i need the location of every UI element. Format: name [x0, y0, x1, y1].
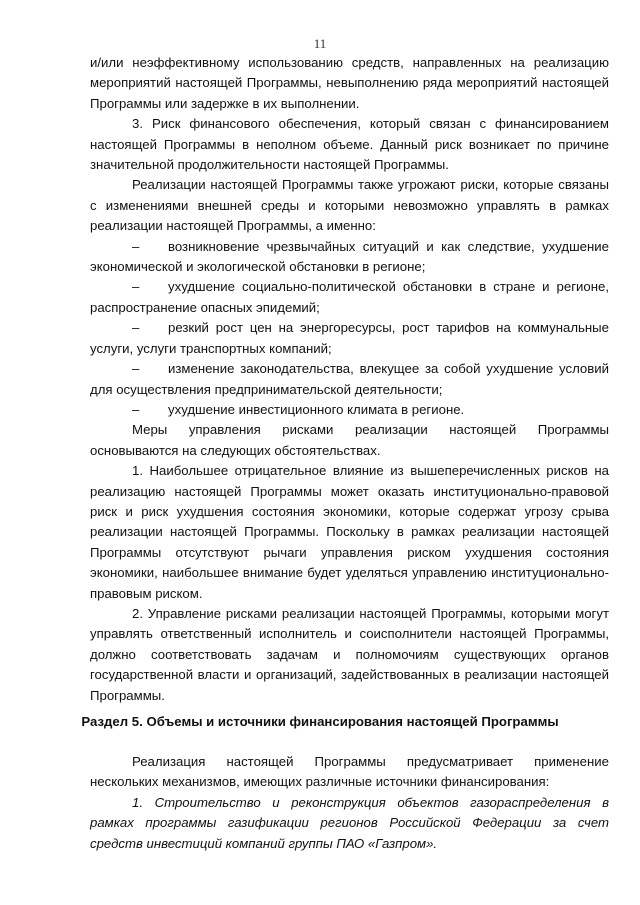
paragraph: [90, 114, 609, 175]
body-text-bottom: [90, 752, 609, 854]
dash-bullet: –: [132, 238, 140, 254]
paragraph-text: Реализации настоящей Программы также угрожают риски, которые связаны с изменениями внешней среды и которыми невозможно управлять в рамках реализации настоящей Программы, а именно:: [90, 177, 609, 234]
page-number: 11: [313, 36, 327, 51]
section-heading: Раздел 5. Объемы и источники финансирования настоящей Программы: [81, 714, 559, 729]
dash-bullet: –: [132, 279, 140, 295]
paragraph: [90, 53, 609, 114]
bullet-text: резкий рост цен на энергоресурсы, рост тарифов на коммунальные услуги, услуги транспортных компаний;: [90, 320, 609, 356]
paragraph: [90, 752, 609, 793]
paragraph-text: Реализация настоящей Программы предусматривает применение нескольких механизмов, имеющих различные источники финансирования:: [90, 754, 609, 790]
paragraph-text: 1. Строительство и реконструкция объектов газораспределения в рамках программы газификации регионов Российской Федерации за счет средств инвестиций компаний группы ПАО «Газпром».: [90, 794, 609, 851]
bullet-item: [90, 359, 609, 400]
bullet-item: [90, 237, 609, 278]
paragraph: [90, 604, 609, 706]
dash-bullet: –: [132, 401, 140, 417]
paragraph-text: 2. Управление рисками реализации настоящей Программы, которыми могут управлять ответственный исполнитель и соисполнители настоящей Программы, должно соответствовать задачам и полномочиям существующих органов государственной власти и организаций, задействованных в реализации настоящей Программы.: [90, 605, 609, 703]
paragraph: [90, 461, 609, 604]
bullet-item: [90, 400, 609, 420]
paragraph-italic: [90, 793, 609, 854]
paragraph: [90, 420, 609, 461]
bullet-item: [90, 318, 609, 359]
paragraph-text: 3. Риск финансового обеспечения, который связан с финансированием настоящей Программы в неполном объеме. Данный риск возникает по причине значительной продолжительности настоящей Программы.: [90, 116, 609, 173]
bullet-text: изменение законодательства, влекущее за собой ухудшение условий для осуществления предпринимательской деятельности;: [90, 361, 609, 397]
bullet-text: возникновение чрезвычайных ситуаций и как следствие, ухудшение экономической и экологической обстановки в регионе;: [90, 238, 609, 275]
dash-bullet: –: [132, 361, 140, 377]
bullet-text: ухудшение инвестиционного климата в регионе.: [168, 401, 465, 417]
paragraph-text: Меры управления рисками реализации настоящей Программы основываются на следующих обстоятельствах.: [90, 422, 609, 458]
dash-bullet: –: [132, 320, 140, 336]
bullet-text: ухудшение социально-политической обстановки в стране и регионе, распространение опасных эпидемий;: [90, 279, 609, 315]
paragraph: [90, 175, 609, 236]
paragraph-text: 1. Наибольшее отрицательное влияние из вышеперечисленных рисков на реализацию настоящей Программы может оказать институционально-правовой риск и риск ухудшения состояния экономики, которые содержат угрозу срыва реализации настоящей Программы. Поскольку в рамках реализации настоящей Программы отсутствуют рычаги управления риском ухудшения состояния экономики, наибольшее внимание будет уделяться управлению институционально-правовым риском.: [90, 463, 609, 601]
body-text-top: [90, 53, 609, 706]
paragraph-text: и/или неэффективному использованию средств, направленных на реализацию мероприятий настоящей Программы, невыполнению ряда мероприятий настоящей Программы или задержке в их выполнении.: [90, 55, 609, 111]
bullet-item: [90, 277, 609, 318]
